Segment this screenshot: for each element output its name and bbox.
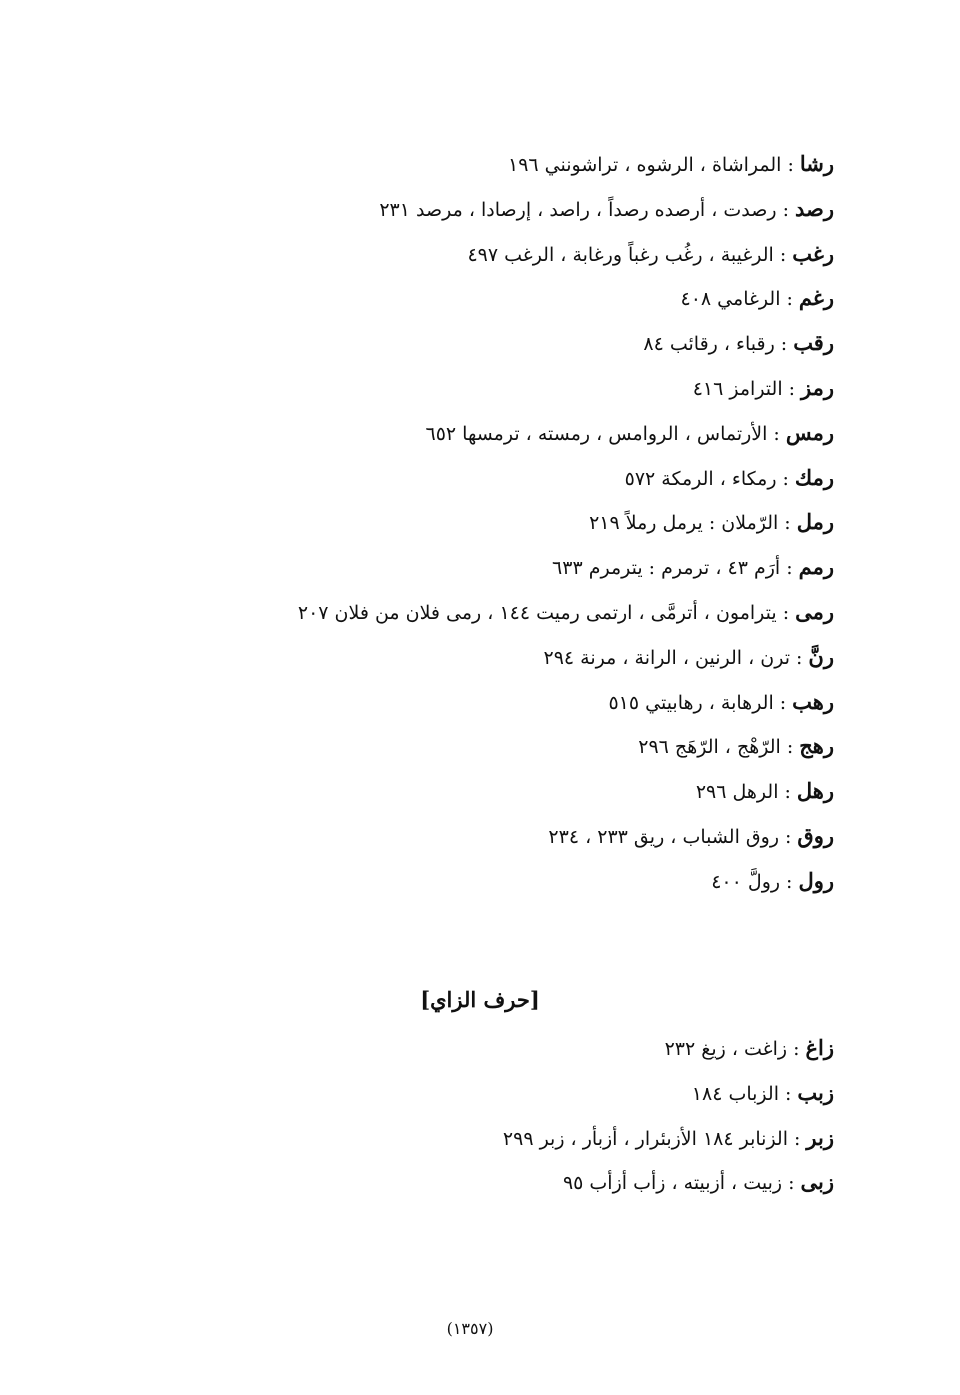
dictionary-entry (134, 769, 834, 814)
entry-root: روق (797, 822, 834, 848)
dictionary-entry (134, 366, 834, 411)
dictionary-entry (134, 1116, 834, 1161)
entry-separator: : (779, 691, 787, 714)
entry-root: رمز (801, 374, 834, 400)
entry-separator: : (793, 1038, 800, 1060)
entry-text: يترامون ، أترمَّى ، ارتمى رميت ١٤٤ ، رمى فلان من فلان ٢٠٧ (297, 601, 777, 624)
entry-root: رول (798, 867, 834, 893)
entry-separator: : (786, 557, 793, 580)
entry-separator: : (779, 243, 787, 266)
section-za-entries (134, 1026, 834, 1205)
entry-text: الرغيبة ، رغُب رغباً ورغابة ، الرغب ٤٩٧ (467, 243, 774, 266)
dictionary-entry (134, 814, 834, 859)
entry-text: ترن ، الرنين ، الرانة ، مرنة ٢٩٤ (543, 646, 791, 669)
entry-separator: : (782, 467, 789, 490)
entry-root: زاغ (805, 1035, 834, 1060)
entry-separator: : (786, 288, 793, 311)
dictionary-entry (134, 232, 834, 277)
dictionary-entry (134, 680, 834, 725)
entry-root: رهل (796, 778, 834, 804)
entry-separator: : (787, 154, 794, 176)
entry-root: رهج (799, 733, 834, 759)
entry-root: زبب (797, 1079, 834, 1105)
entry-text: زاغت ، زيغ ٢٣٢ (664, 1038, 788, 1060)
entry-text: الزباب ١٨٤ (691, 1082, 779, 1105)
entry-root: رقب (793, 330, 834, 356)
entry-text: رمكاء ، الرمكة ٥٧٢ (624, 467, 777, 490)
dictionary-entry (134, 276, 834, 321)
dictionary-entry (134, 590, 834, 635)
entry-root: رمم (798, 554, 834, 580)
entry-text: رصدت ، أرصده رصداً ، راصد ، إرصادا ، مرصد ٢٣١ (379, 198, 777, 221)
entry-separator: : (786, 736, 794, 759)
entry-root: رصد (795, 195, 834, 221)
dictionary-entry (134, 187, 834, 232)
entry-separator: : (782, 601, 790, 624)
entry-separator: : (794, 1127, 801, 1150)
entry-text: الرهل ٢٩٦ (695, 781, 779, 804)
dictionary-entry (134, 1071, 834, 1116)
entry-root: زبر (806, 1124, 834, 1150)
entry-text: الزنابر ١٨٤ الأزبئرار ، أزبأر ، زبر ٢٩٩ (502, 1127, 789, 1150)
entry-text: زبيت ، أزبيته ، زأب أزأب ٩٥ (562, 1172, 783, 1195)
section-ra-entries (134, 142, 834, 904)
entry-root: رغب (792, 240, 834, 266)
entry-separator: : (786, 870, 793, 893)
dictionary-entry (134, 1026, 834, 1071)
entry-text: الترامز ٤١٦ (692, 377, 783, 400)
dictionary-entry (134, 724, 834, 769)
entry-separator: : (788, 377, 796, 400)
entry-root: زبى (800, 1169, 834, 1195)
dictionary-entry (134, 635, 834, 680)
dictionary-entry (134, 456, 834, 501)
entry-separator: : (796, 646, 803, 669)
entry-separator: : (788, 1172, 795, 1195)
dictionary-entry (134, 142, 834, 187)
entry-separator: : (784, 781, 791, 804)
entry-text: المراشاة ، الرشوه ، تراشونني ١٩٦ (508, 154, 782, 176)
entry-root: رمل (796, 509, 834, 535)
dictionary-entry (134, 411, 834, 456)
entry-text: رولَّ ٤٠٠ (711, 870, 781, 893)
entry-separator: : (785, 825, 792, 848)
entry-separator: : (773, 422, 780, 445)
entry-root: رغم (798, 285, 834, 311)
entry-separator: : (782, 198, 789, 221)
entry-text: الرغامي ٤٠٨ (680, 288, 781, 311)
entry-text: الرّملان : يرمل رملاً ٢١٩ (589, 512, 779, 535)
entry-root: رمس (785, 419, 834, 445)
dictionary-entry (134, 1160, 834, 1205)
entry-separator: : (780, 333, 788, 356)
entry-root: رهب (792, 688, 834, 714)
page-number: (١٣٥٧) (446, 1319, 494, 1338)
entry-text: الرّهْج ، الرّهَج ٢٩٦ (638, 736, 781, 759)
entry-root: رشا (799, 151, 834, 176)
entry-root: رنَّ (808, 643, 834, 669)
entry-text: رقباء ، رقائب ٨٤ (643, 333, 775, 356)
dictionary-entry (134, 500, 834, 545)
dictionary-entry (134, 859, 834, 904)
entry-separator: : (784, 1082, 792, 1105)
entry-text: الرهابة ، رهابيتي ٥١٥ (608, 691, 774, 714)
entry-root: رمى (795, 598, 834, 624)
entry-separator: : (784, 512, 791, 535)
entry-text: أرَم ٤٣ ، ترمرم : يترمرم ٦٣٣ (552, 557, 781, 580)
entry-text: روق الشباب ، ريق ٢٣٣ ، ٢٣٤ (548, 825, 780, 848)
entry-text: الأرتماس ، الروامس ، رمسته ، ترمسها ٦٥٢ (425, 422, 768, 445)
dictionary-entry (134, 545, 834, 590)
section-heading: [حرف الزاي] (420, 987, 540, 1012)
entry-root: رمك (794, 464, 834, 490)
dictionary-entry (134, 321, 834, 366)
